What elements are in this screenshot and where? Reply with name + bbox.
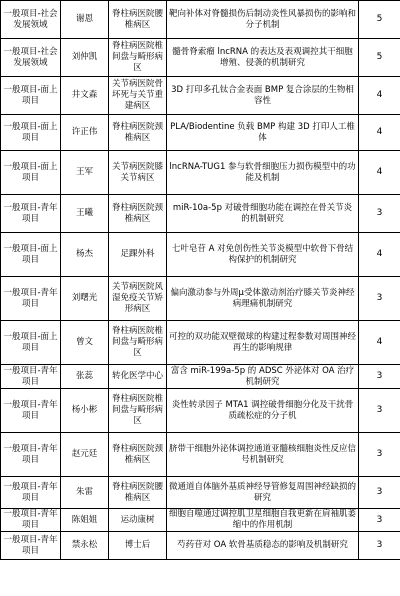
name-cell: 曾文 bbox=[61, 321, 109, 365]
table-row bbox=[1, 365, 400, 389]
dept-cell: 运动康树 bbox=[109, 509, 167, 532]
category-cell: 一般项目-青年项目 bbox=[1, 389, 61, 433]
title-cell: 偏向激动参与外周μ受体激动剂治疗膝关节炎神经病理痛机制研究 bbox=[167, 277, 359, 321]
category-cell: 一般项目-面上项目 bbox=[1, 115, 61, 151]
title-cell: 脐带干细胞外泌体调控通道亚髓核细胞炎性反应信号机制研究 bbox=[167, 433, 359, 477]
score-cell: 3 bbox=[359, 365, 400, 389]
title-cell: 靶向补体对脊髓损伤后制动炎性风暴损伤的影响和分子机制 bbox=[167, 1, 359, 39]
title-cell: 3D 打印多孔钛合金表面 BMP 复合涂层的生物相容性 bbox=[167, 77, 359, 115]
category-cell: 一般项目-社会发展领域 bbox=[1, 1, 61, 39]
category-cell: 一般项目-面上项目 bbox=[1, 77, 61, 115]
category-cell: 一般项目-社会发展领域 bbox=[1, 39, 61, 77]
dept-cell: 转化医学中心 bbox=[109, 365, 167, 389]
title-cell: miR-10a-5p 对破骨细胞功能在调控在骨关节炎的机制研究 bbox=[167, 195, 359, 233]
score-cell: 3 bbox=[359, 433, 400, 477]
score-cell: 3 bbox=[359, 195, 400, 233]
dept-cell: 脊柱病医院颈椎病区 bbox=[109, 195, 167, 233]
category-cell: 一般项目-青年项目 bbox=[1, 365, 61, 389]
category-cell: 一般项目-青年项目 bbox=[1, 433, 61, 477]
table-row bbox=[1, 39, 400, 77]
name-cell: 朱雷 bbox=[61, 477, 109, 509]
score-cell: 4 bbox=[359, 151, 400, 195]
table-row bbox=[1, 77, 400, 115]
category-cell: 一般项目-面上项目 bbox=[1, 151, 61, 195]
table-row bbox=[1, 195, 400, 233]
name-cell: 赵元廷 bbox=[61, 433, 109, 477]
name-cell: 禁永松 bbox=[61, 532, 109, 560]
title-cell: 细胞自噬通过调控肌卫星细胞自我更新在肩袖肌萎缩中的作用机制 bbox=[167, 509, 359, 532]
category-cell: 一般项目-青年项目 bbox=[1, 195, 61, 233]
title-cell: 可控的双功能双壁微球的构建过程参数对周围神经再生的影响规律 bbox=[167, 321, 359, 365]
score-cell: 3 bbox=[359, 477, 400, 509]
dept-cell: 脊柱病医院椎间盘与畸形病区 bbox=[109, 389, 167, 433]
table-row bbox=[1, 233, 400, 277]
category-cell: 一般项目-青年项目 bbox=[1, 477, 61, 509]
score-cell: 4 bbox=[359, 321, 400, 365]
dept-cell: 关节病医院骨坏死与关节重建病区 bbox=[109, 77, 167, 115]
name-cell: 井文森 bbox=[61, 77, 109, 115]
table-row bbox=[1, 151, 400, 195]
category-cell: 一般项目-青年项目 bbox=[1, 277, 61, 321]
score-cell: 3 bbox=[359, 389, 400, 433]
table-row bbox=[1, 321, 400, 365]
category-cell: 一般项目-青年项目 bbox=[1, 532, 61, 560]
dept-cell: 脊柱病医院椎间盘与畸形病区 bbox=[109, 321, 167, 365]
score-cell: 3 bbox=[359, 532, 400, 560]
category-cell: 一般项目-面上项目 bbox=[1, 321, 61, 365]
title-cell: 富含 miR-199a-5p 的 ADSC 外泌体对 OA 治疗机制研究 bbox=[167, 365, 359, 389]
table-row bbox=[1, 115, 400, 151]
name-cell: 刘仲凯 bbox=[61, 39, 109, 77]
name-cell: 陈姐姐 bbox=[61, 509, 109, 532]
title-cell: 髓骨脊索瘤 lncRNA 的表达及表观调控其干细胞增殖、侵袭的机制研究 bbox=[167, 39, 359, 77]
dept-cell: 关节病医院风湿免疫关节矫形病区 bbox=[109, 277, 167, 321]
table-row bbox=[1, 277, 400, 321]
dept-cell: 脊柱病医院颈椎病区 bbox=[109, 115, 167, 151]
name-cell: 许正伟 bbox=[61, 115, 109, 151]
score-cell: 4 bbox=[359, 77, 400, 115]
dept-cell: 博士后 bbox=[109, 532, 167, 560]
table-row bbox=[1, 433, 400, 477]
score-cell: 5 bbox=[359, 1, 400, 39]
dept-cell: 关节病医院膝关节病区 bbox=[109, 151, 167, 195]
table-row bbox=[1, 509, 400, 532]
dept-cell: 脊柱病医院颈椎病区 bbox=[109, 433, 167, 477]
name-cell: 杨小彬 bbox=[61, 389, 109, 433]
dept-cell: 足踝外科 bbox=[109, 233, 167, 277]
table-row bbox=[1, 532, 400, 560]
dept-cell: 脊柱病医院椎间盘与畸形病区 bbox=[109, 39, 167, 77]
title-cell: 芍药苷对 OA 软骨基质稳态的影响及机制研究 bbox=[167, 532, 359, 560]
title-cell: lncRNA-TUG1 参与软骨细胞压力损伤模型中的功能及机制 bbox=[167, 151, 359, 195]
title-cell: PLA/Biodentine 负载 BMP 构建 3D 打印人工椎体 bbox=[167, 115, 359, 151]
table-row bbox=[1, 1, 400, 39]
table-row bbox=[1, 477, 400, 509]
category-cell: 一般项目-青年项目 bbox=[1, 509, 61, 532]
title-cell: 炎性转录因子 MTA1 调控破骨细胞分化及干扰骨质疏松症的分子机 bbox=[167, 389, 359, 433]
title-cell: 微通道自体脑外基质神经导管修复周围神经缺损的研究 bbox=[167, 477, 359, 509]
score-cell: 3 bbox=[359, 277, 400, 321]
dept-cell: 脊柱病医院腰椎病区 bbox=[109, 477, 167, 509]
name-cell: 张蕊 bbox=[61, 365, 109, 389]
name-cell: 杨杰 bbox=[61, 233, 109, 277]
table-row bbox=[1, 389, 400, 433]
category-cell: 一般项目-面上项目 bbox=[1, 233, 61, 277]
name-cell: 王军 bbox=[61, 151, 109, 195]
score-cell: 5 bbox=[359, 39, 400, 77]
score-cell: 3 bbox=[359, 509, 400, 532]
dept-cell: 脊柱病医院腰椎病区 bbox=[109, 1, 167, 39]
title-cell: 七叶皂苷 A 对免创伤性关节炎模型中软骨下骨结构保护的机制研究 bbox=[167, 233, 359, 277]
name-cell: 刘曙光 bbox=[61, 277, 109, 321]
score-cell: 4 bbox=[359, 233, 400, 277]
score-cell: 4 bbox=[359, 115, 400, 151]
name-cell: 王曦 bbox=[61, 195, 109, 233]
name-cell: 谢恩 bbox=[61, 1, 109, 39]
